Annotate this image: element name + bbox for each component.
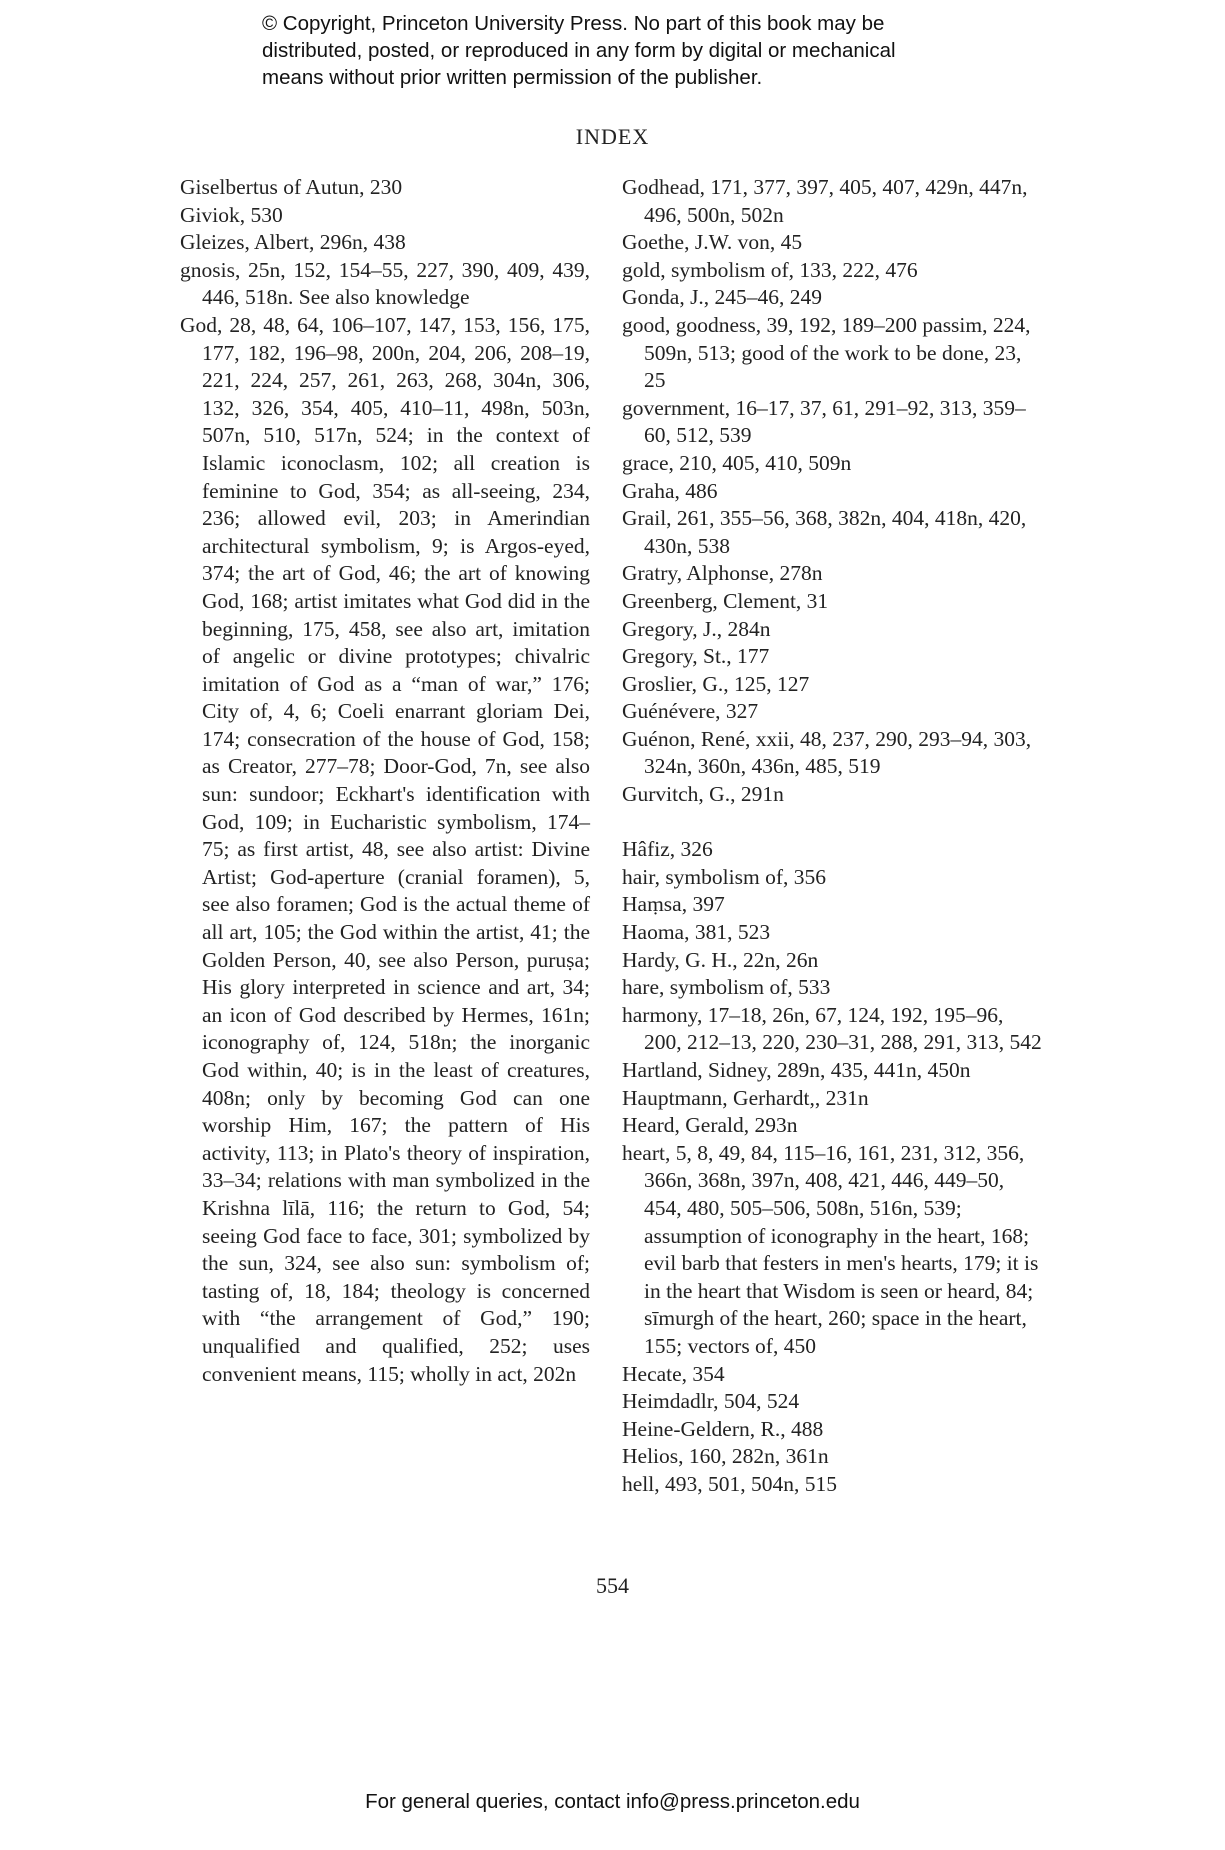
index-entry: Gregory, J., 284n (622, 616, 771, 641)
index-entry: Guénévere, 327 (622, 699, 759, 724)
index-entry: Greenberg, Clement, 31 (622, 588, 829, 613)
index-entry: Guénon, René, xxii, 48, 237, 290, 293–94, 303, 324n, 360n, 436n, 485, 519 (622, 726, 1032, 779)
index-entry: Heine-Geldern, R., 488 (622, 1416, 824, 1441)
index-entry: Gregory, St., 177 (622, 644, 770, 669)
index-entry: good, goodness, 39, 192, 189–200 passim, 224, 509n, 513; good of the work to be done, 23, 25 (622, 312, 1031, 393)
index-entry: Goethe, J.W. von, 45 (622, 230, 803, 255)
index-entry: hair, symbolism of, 356 (622, 864, 826, 889)
index-entry: grace, 210, 405, 410, 509n (622, 450, 852, 475)
index-entry: Giselbertus of Autun, 230 (180, 175, 403, 199)
copyright-line: means without prior written permission of the publisher. (262, 66, 763, 89)
index-entry: government, 16–17, 37, 61, 291–92, 313, 359–60, 512, 539 (622, 395, 1026, 448)
index-entry: Grail, 261, 355–56, 368, 382n, 404, 418n, 420, 430n, 538 (622, 506, 1027, 558)
index-entry: Godhead, 171, 377, 397, 405, 407, 429n, 447n, 496, 500n, 502n (622, 175, 1028, 227)
index-entry: Haṃsa, 397 (622, 892, 725, 917)
index-entry: Hauptmann, Gerhardt,, 231n (622, 1085, 869, 1110)
index-entry: Helios, 160, 282n, 361n (622, 1444, 829, 1469)
index-column-right (622, 174, 1042, 1499)
index-entry: Heimdadlr, 504, 524 (622, 1389, 800, 1414)
page-title: INDEX (575, 124, 650, 149)
index-entry: gnosis, 25n, 152, 154–55, 227, 390, 409, 439, 446, 518n. See also knowledge (180, 257, 590, 310)
index-entry: Groslier, G., 125, 127 (622, 671, 810, 696)
index-entry: Heard, Gerald, 293n (622, 1113, 798, 1138)
index-entry: Hecate, 354 (622, 1361, 725, 1386)
index-entry: Gonda, J., 245–46, 249 (622, 285, 823, 310)
index-entry: Gurvitch, G., 291n (622, 782, 784, 807)
index-entry: Gleizes, Albert, 296n, 438 (180, 230, 406, 255)
index-entry: Hartland, Sidney, 289n, 435, 441n, 450n (622, 1058, 971, 1082)
index-entry: Hardy, G. H., 22n, 26n (622, 947, 819, 972)
index-entry: Hâfiz, 326 (622, 837, 713, 862)
index-entry: hare, symbolism of, 533 (622, 975, 831, 1000)
index-entry: gold, symbolism of, 133, 222, 476 (622, 257, 918, 282)
index-entry: Graha, 486 (622, 478, 718, 503)
index-entry: heart, 5, 8, 49, 84, 115–16, 161, 231, 312, 356, 366n, 368n, 397n, 408, 421, 446, 449–50, 454, 480, 505–506, 508n, 516n, 539; assumption of iconography in the heart, 168; evil barb that festers in men's hearts, 179; it is in the heart that Wisdom is seen or heard, 84; sīmurgh of the heart, 260; space in the heart, 155; vectors of, 450 (622, 1140, 1039, 1358)
index-entry: Gratry, Alphonse, 278n (622, 561, 823, 586)
footer-contact: For general queries, contact info@press.princeton.edu (365, 1790, 860, 1813)
index-entry: hell, 493, 501, 504n, 515 (622, 1471, 837, 1496)
index-column-left (180, 174, 590, 1388)
copyright-notice (262, 10, 1022, 91)
index-entry: God, 28, 48, 64, 106–107, 147, 153, 156, 175, 177, 182, 196–98, 200n, 204, 206, 208–19, 221, 224, 257, 261, 263, 268, 304n, 306, 132, 326, 354, 405, 410–11, 498n, 503n, 507n, 510, 517n, 524; in the context of Islamic iconoclasm, 102; all creation is feminine to God, 354; as all-seeing, 234, 236; allowed evil, 203; in Amerindian architectural symbolism, 9; is Argos-eyed, 374; the art of God, 46; the art of knowing God, 168; artist imitates what God did in the beginning, 175, 458, see also art, imitation of angelic or divine prototypes; chivalric imitation of God as a “man of war,” 176; City of, 4, 6; Coeli enarrant gloriam Dei, 174; consecration of the house of God, 158; as Creator, 277–78; Door-God, 7n, see also sun: sundoor; Eckhart's identification with God, 109; in Eucharistic symbolism, 174–75; as first artist, 48, see also artist: Divine Artist; God-aperture (cranial foramen), 5, see also foramen; God is the actual theme of all art, 105; the God within the artist, 41; the Golden Person, 40, see also Person, puruṣa; His glory interpreted in science and art, 34; an icon of God described by Hermes, 161n; iconography of, 124, 518n; the inorganic God within, 40; is in the least of creatures, 408n; only by becoming God can one worship Him, 167; the pattern of His activity, 113; in Plato's theory of inspiration, 33–34; relations with man symbolized in the Krishna līlā, 116; the return to God, 54; seeing God face to face, 301; symbolized by the sun, 324, see also sun: symbolism of; tasting of, 18, 184; theology is concerned with “the arrangement of God,” 190; unqualified and qualified, 252; uses convenient means, 115; wholly in act, 202n (180, 312, 590, 1386)
copyright-line: © Copyright, Princeton University Press. No part of this book may be (262, 12, 885, 35)
copyright-line: distributed, posted, or reproduced in any form by digital or mechanical (262, 39, 896, 62)
index-entry: harmony, 17–18, 26n, 67, 124, 192, 195–96, 200, 212–13, 220, 230–31, 288, 291, 313, 542 (622, 1002, 1042, 1055)
index-entry: Giviok, 530 (180, 202, 283, 227)
index-entry: Haoma, 381, 523 (622, 920, 771, 945)
page-number: 554 (596, 1573, 629, 1598)
